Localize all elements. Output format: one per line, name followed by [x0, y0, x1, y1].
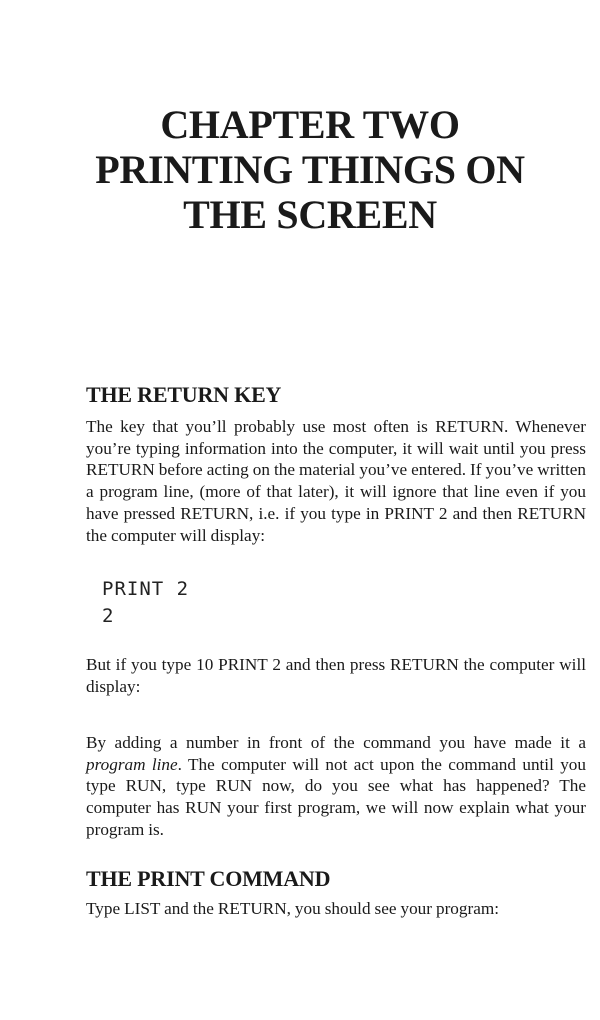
chapter-title-line: PRINTING THINGS ON	[95, 147, 525, 192]
code-line: PRINT 2	[102, 578, 190, 600]
chapter-title	[40, 102, 580, 237]
paragraph-text: . The computer will not act upon the command until you type RUN, type RUN now, do you see what has happened? The computer has RUN your first program, we will now explain what your program is.	[86, 754, 586, 839]
paragraph-return-key-intro: The key that you’ll probably use most often is RETURN. Whenever you’re typing information into the computer, it will wait until you press RETURN before acting on the material you’ve entered. If you’ve written a program line, (more of that later), it will ignore that line even if you have pressed RETURN, i.e. if you type in PRINT 2 and then RETURN the computer will display:	[86, 417, 586, 545]
section-heading-print-command: THE PRINT COMMAND	[86, 866, 331, 891]
code-example-print	[102, 576, 189, 630]
section-heading-return-key: THE RETURN KEY	[86, 382, 282, 407]
italic-term: program line	[86, 754, 178, 774]
code-line: 2	[102, 605, 115, 627]
chapter-title-line: THE SCREEN	[183, 192, 437, 237]
paragraph-program-line-explanation	[86, 732, 586, 841]
paragraph-text: By adding a number in front of the command you have made it a	[86, 733, 586, 752]
chapter-title-line: CHAPTER TWO	[160, 102, 460, 147]
paragraph-print-command-intro: Type LIST and the RETURN, you should see your program:	[86, 899, 499, 918]
paragraph-program-line-example: But if you type 10 PRINT 2 and then press RETURN the computer will display:	[86, 655, 586, 696]
